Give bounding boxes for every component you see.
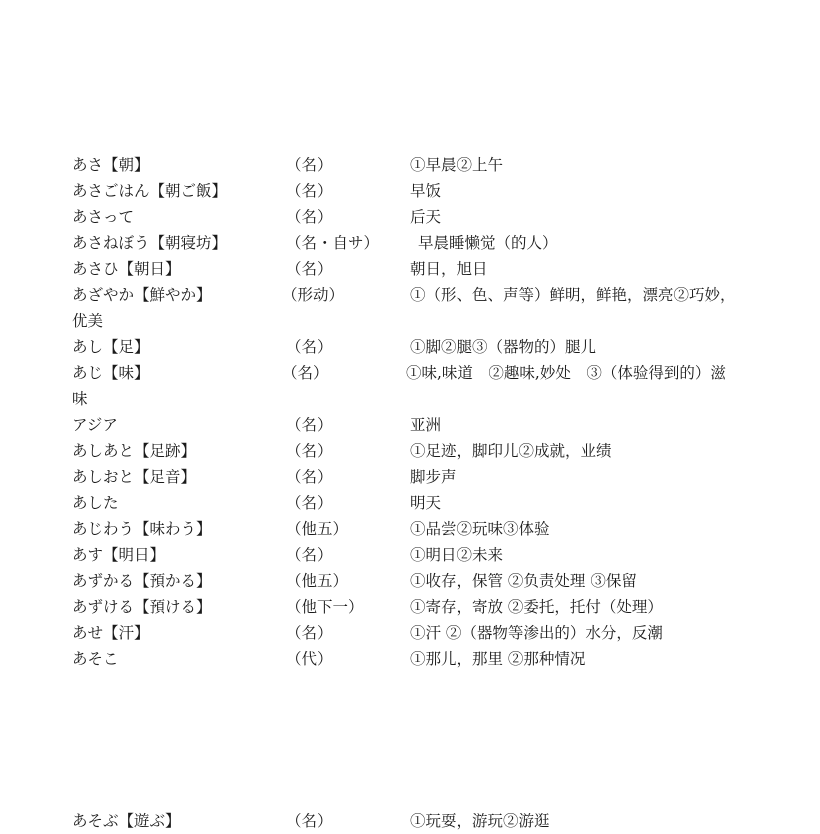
entry-meaning-continuation: 优美 [72, 312, 104, 330]
entry-meaning: ①足迹，脚印儿②成就，业绩 [410, 442, 612, 460]
entry-meaning: 明天 [410, 494, 442, 512]
entry-word: あしおと【足音】 [72, 468, 197, 486]
entry-meaning: ①明日②未来 [410, 546, 504, 564]
entry-word: あした [72, 494, 119, 512]
entry-part-of-speech: （名） [286, 812, 333, 830]
entry-word: あさひ【朝日】 [72, 260, 181, 278]
entry-word: あじわう【味わう】 [72, 520, 212, 538]
entry-word: あす【明日】 [72, 546, 166, 564]
vocab-entry [72, 412, 772, 438]
entry-word: あさねぼう【朝寝坊】 [72, 234, 228, 252]
vocab-entry [72, 542, 772, 568]
entry-meaning: 早晨睡懒觉（的人） [418, 234, 558, 252]
entry-meaning: ①味,味道 ②趣味,妙处 ③（体验得到的）滋 [406, 364, 726, 382]
entry-meaning: ①收存，保管 ②负责处理 ③保留 [410, 572, 637, 590]
vocab-entry [72, 568, 772, 594]
entry-word: あそぶ【遊ぶ】 [72, 812, 181, 830]
entry-part-of-speech: （名） [286, 546, 333, 564]
entry-part-of-speech: （名） [286, 338, 333, 356]
entry-part-of-speech: （他下一） [286, 598, 364, 616]
entry-word: あざやか【鮮やか】 [72, 286, 212, 304]
vocab-entry [72, 178, 772, 204]
entry-part-of-speech: （名） [286, 208, 333, 226]
entry-part-of-speech: （名） [286, 156, 333, 174]
vocab-entry [72, 490, 772, 516]
entry-meaning: 脚步声 [410, 468, 457, 486]
entry-meaning: ①早晨②上午 [410, 156, 504, 174]
entry-part-of-speech: （名） [286, 260, 333, 278]
entry-word: あさ【朝】 [72, 156, 150, 174]
entry-word: あさって [72, 208, 135, 226]
entry-meaning: 早饭 [410, 182, 442, 200]
vocab-entry [72, 516, 772, 542]
entry-meaning: 朝日，旭日 [410, 260, 488, 278]
entry-part-of-speech: （他五） [286, 572, 349, 590]
vocabulary-list [72, 152, 772, 672]
vocab-entry [72, 360, 772, 412]
entry-part-of-speech: （名） [286, 624, 333, 642]
vocab-entry [72, 464, 772, 490]
entry-word: アジア [72, 416, 118, 434]
vocab-entry [72, 438, 772, 464]
entry-meaning: 后天 [410, 208, 442, 226]
entry-word: あし【足】 [72, 338, 150, 356]
vocab-entry [72, 230, 772, 256]
vocab-entry [72, 594, 772, 620]
entry-part-of-speech: （代） [286, 650, 333, 668]
vocab-entry [72, 204, 772, 230]
entry-word: あそこ [72, 650, 119, 668]
entry-word: あさごはん【朝ご飯】 [72, 182, 228, 200]
vocab-entry [72, 646, 772, 672]
entry-part-of-speech: （名・自サ） [286, 234, 380, 252]
entry-meaning: ①那儿，那里 ②那种情况 [410, 650, 586, 668]
vocab-entry [72, 152, 772, 178]
entry-part-of-speech: （名） [286, 182, 333, 200]
entry-part-of-speech: （名） [286, 442, 333, 460]
vocab-entry [72, 256, 772, 282]
entry-word: あずける【預ける】 [72, 598, 212, 616]
entry-word: あせ【汗】 [72, 624, 150, 642]
entry-meaning: ①品尝②玩味③体验 [410, 520, 550, 538]
entry-part-of-speech: （名） [286, 416, 333, 434]
entry-part-of-speech: （名） [282, 364, 329, 382]
entry-part-of-speech: （名） [286, 494, 333, 512]
vocab-entry [72, 282, 772, 334]
vocab-entry [72, 334, 772, 360]
entry-meaning: ①（形、色、声等）鲜明，鲜艳，漂亮②巧妙， [410, 286, 736, 304]
entry-meaning: 亚洲 [410, 416, 442, 434]
vocab-entry [72, 620, 772, 646]
entry-word: あじ【味】 [72, 364, 150, 382]
entry-word: あしあと【足跡】 [72, 442, 197, 460]
entry-meaning: ①寄存，寄放 ②委托，托付（处理） [410, 598, 663, 616]
entry-word: あずかる【預かる】 [72, 572, 212, 590]
entry-meaning: ①脚②腿③（器物的）腿儿 [410, 338, 597, 356]
entry-meaning: ①玩耍，游玩②游逛 [410, 812, 550, 830]
entry-part-of-speech: （名） [286, 468, 333, 486]
vocab-entry-clipped [72, 808, 772, 834]
entry-part-of-speech: （形动） [282, 286, 345, 304]
entry-meaning-continuation: 味 [72, 390, 88, 408]
entry-meaning: ①汗 ②（器物等渗出的）水分，反潮 [410, 624, 663, 642]
entry-part-of-speech: （他五） [286, 520, 349, 538]
